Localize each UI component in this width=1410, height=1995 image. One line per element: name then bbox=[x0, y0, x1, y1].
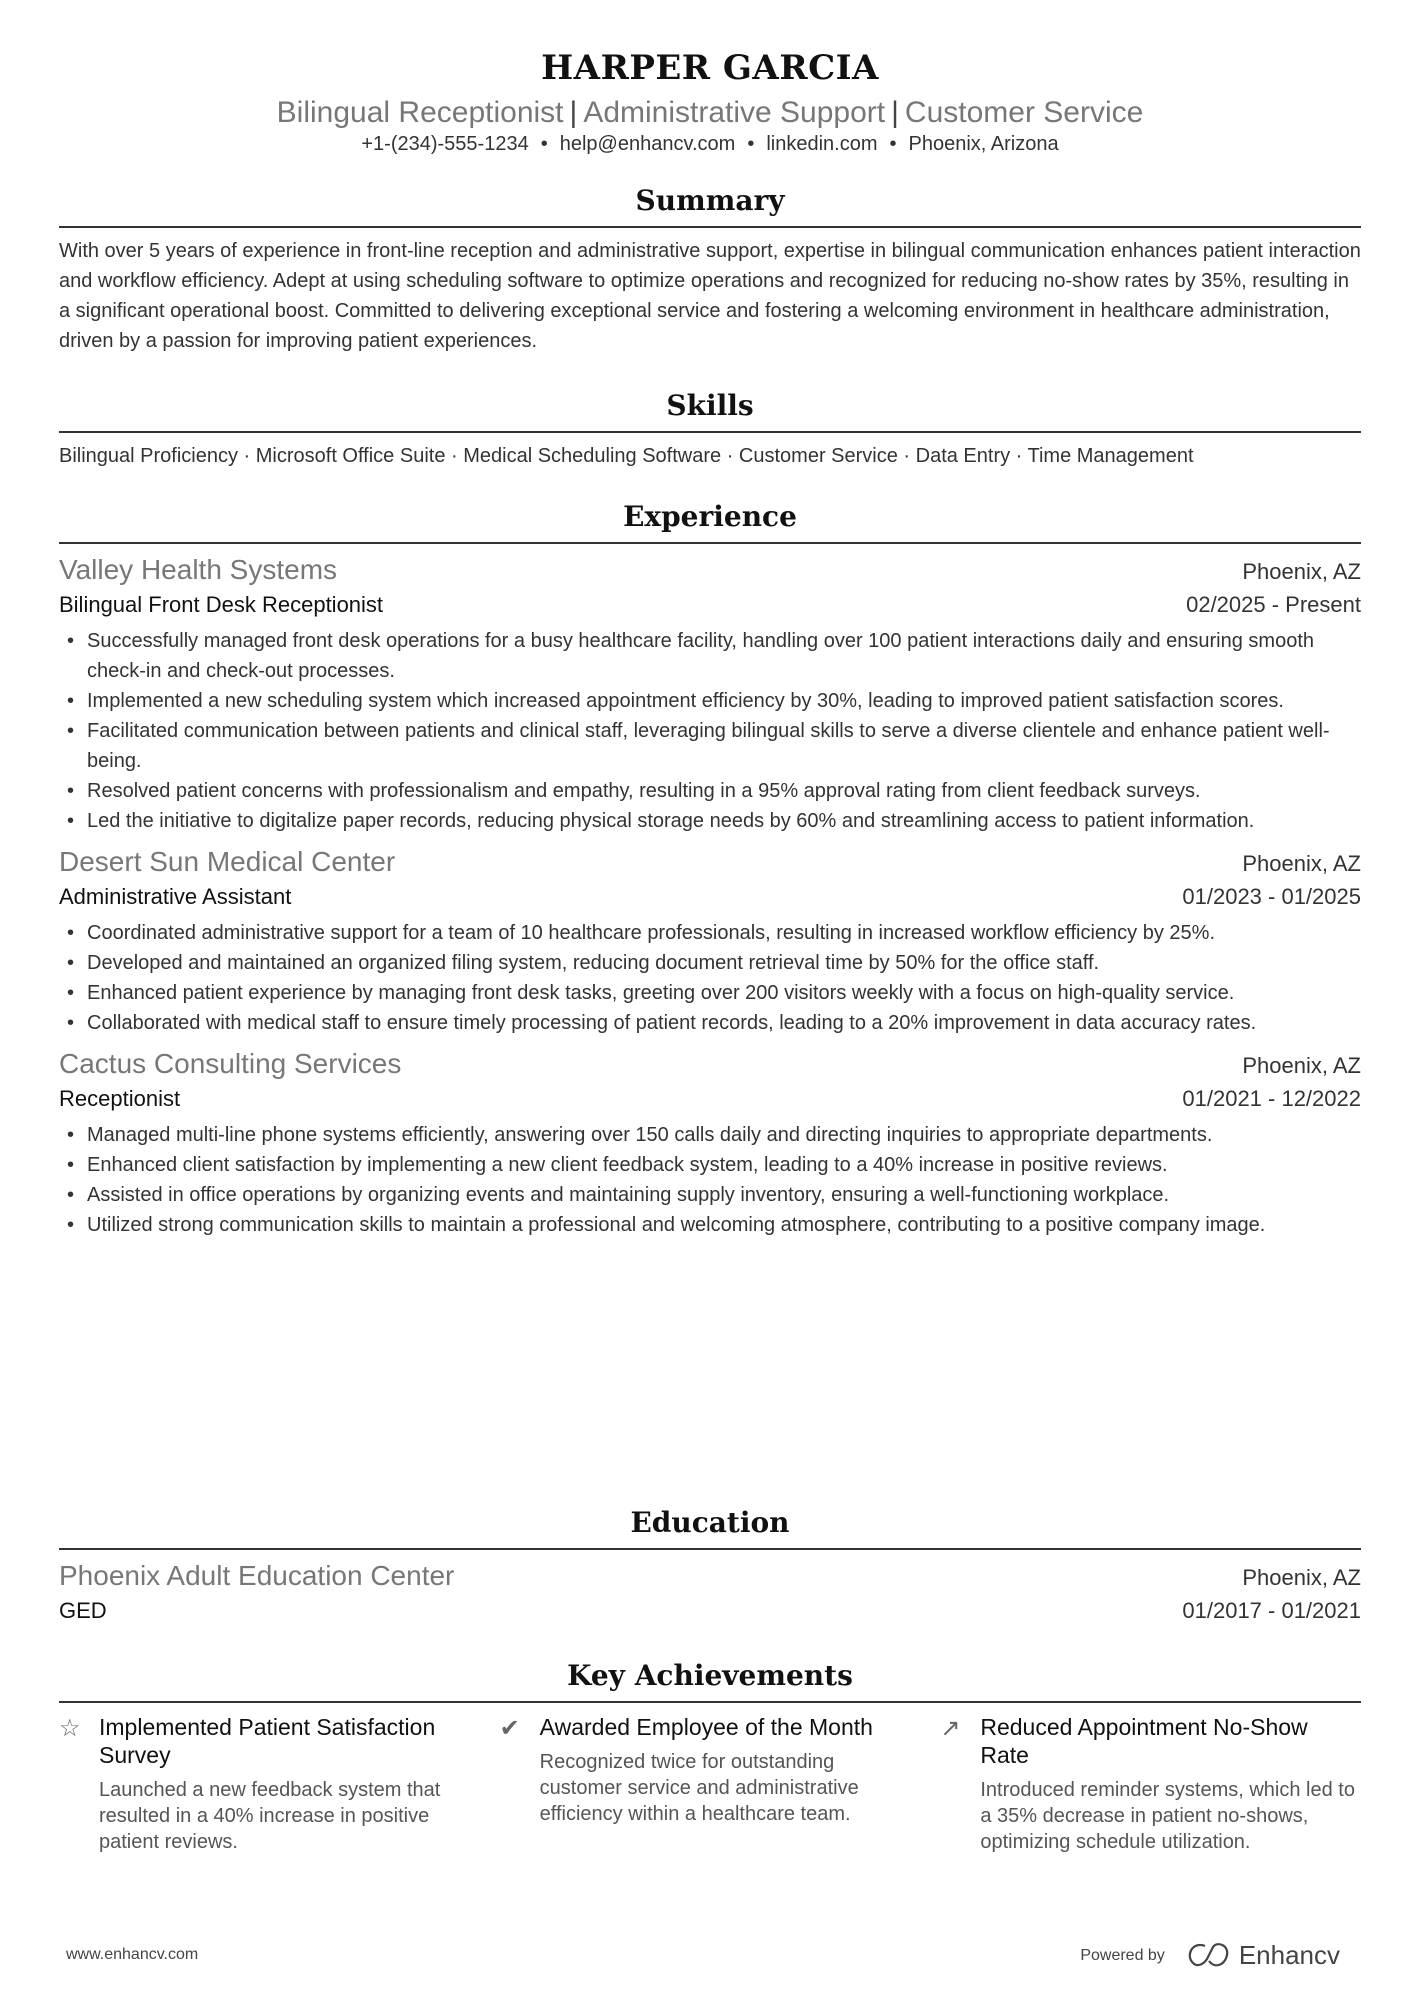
headline-separator: | bbox=[891, 96, 899, 129]
headline-title: Administrative Support bbox=[583, 96, 886, 129]
website-link[interactable]: www.enhancv.com bbox=[66, 1946, 199, 1963]
separator-dot: • bbox=[889, 133, 897, 155]
enhancv-logo[interactable] bbox=[1187, 1940, 1340, 1971]
divider bbox=[59, 1701, 1361, 1703]
job-bullets bbox=[59, 1120, 1361, 1240]
email-link[interactable]: help@enhancv.com bbox=[559, 133, 736, 155]
school-location: Phoenix, AZ bbox=[1242, 1565, 1361, 1590]
company-name: Desert Sun Medical Center bbox=[59, 846, 396, 877]
school-name: Phoenix Adult Education Center bbox=[59, 1560, 455, 1591]
section-heading: Summary bbox=[635, 184, 785, 217]
list-item: • Successfully managed front desk operations for a busy healthcare facility, handling over 100 patient interactions daily and ensuring smooth check-in and check-out processes. bbox=[59, 626, 1361, 686]
trend-icon: ↗ bbox=[940, 1715, 961, 1742]
phone[interactable]: +1-(234)-555-1234 bbox=[361, 133, 529, 155]
list-item: • Utilized strong communication skills to maintain a professional and welcoming atmosphere, contributing to a positive company image. bbox=[59, 1210, 1361, 1240]
achievement-item bbox=[500, 1713, 941, 1855]
section-heading: Skills bbox=[666, 389, 754, 422]
skills-section bbox=[59, 389, 1361, 471]
job-entry bbox=[59, 844, 1361, 1038]
summary-section bbox=[59, 184, 1361, 356]
list-item: • Developed and maintained an organized filing system, reducing document retrieval time by 50% for the office staff. bbox=[59, 948, 1361, 978]
list-item: • Collaborated with medical staff to ensure timely processing of patient records, leading to a 20% improvement in data accuracy rates. bbox=[59, 1008, 1361, 1038]
achievement-description: Introduced reminder systems, which led to a 35% decrease in patient no-shows, optimizing schedule utilization. bbox=[980, 1779, 1355, 1853]
achievement-title: Reduced Appointment No-Show Rate bbox=[980, 1714, 1308, 1768]
achievement-description: Recognized twice for outstanding customer service and administrative efficiency within a healthcare team. bbox=[539, 1751, 859, 1825]
experience-section bbox=[59, 500, 1361, 1248]
achievements-section bbox=[59, 1659, 1361, 1855]
list-item: • Implemented a new scheduling system which increased appointment efficiency by 30%, leading to improved patient satisfaction scores. bbox=[59, 686, 1361, 716]
job-location: Phoenix, AZ bbox=[1242, 1053, 1361, 1078]
divider bbox=[59, 431, 1361, 433]
divider bbox=[59, 1548, 1361, 1550]
education-dates: 01/2017 - 01/2021 bbox=[1182, 1598, 1361, 1623]
list-item: • Managed multi-line phone systems efficiently, answering over 150 calls daily and directing inquiries to appropriate departments. bbox=[59, 1120, 1361, 1150]
degree: GED bbox=[59, 1598, 107, 1623]
star-icon: ☆ bbox=[59, 1715, 81, 1742]
list-item: • Enhanced client satisfaction by implementing a new client feedback system, leading to a 40% increase in positive reviews. bbox=[59, 1150, 1361, 1180]
job-bullets bbox=[59, 626, 1361, 836]
job-entry bbox=[59, 552, 1361, 836]
headline-separator: | bbox=[569, 96, 578, 129]
headline-title: Customer Service bbox=[904, 96, 1144, 129]
job-dates: 02/2025 - Present bbox=[1186, 592, 1361, 617]
candidate-name: HARPER GARCIA bbox=[541, 48, 879, 88]
achievement-description: Launched a new feedback system that resulted in a 40% increase in positive patient reviews. bbox=[99, 1779, 441, 1853]
job-title: Bilingual Front Desk Receptionist bbox=[59, 592, 384, 617]
location: Phoenix, Arizona bbox=[908, 133, 1059, 155]
list-item: • Resolved patient concerns with professionalism and empathy, resulting in a 95% approval rating from client feedback surveys. bbox=[59, 776, 1361, 806]
divider bbox=[59, 542, 1361, 544]
section-heading: Key Achievements bbox=[567, 1659, 853, 1692]
section-heading: Education bbox=[630, 1506, 790, 1539]
job-bullets bbox=[59, 918, 1361, 1038]
separator-dot: • bbox=[540, 133, 548, 155]
job-location: Phoenix, AZ bbox=[1242, 851, 1361, 876]
divider bbox=[59, 226, 1361, 228]
achievement-item bbox=[59, 1713, 500, 1855]
powered-by bbox=[1080, 1940, 1340, 1971]
job-title: Receptionist bbox=[59, 1086, 181, 1111]
separator-dot: • bbox=[747, 133, 755, 155]
achievement-item bbox=[940, 1713, 1361, 1855]
skills-list: Bilingual Proficiency · Microsoft Office Suite · Medical Scheduling Software · Customer Service · Data Entry · Time Management bbox=[59, 445, 1194, 467]
company-name: Valley Health Systems bbox=[59, 554, 338, 585]
check-icon: ✔ bbox=[499, 1715, 520, 1742]
linkedin-link[interactable]: linkedin.com bbox=[766, 133, 878, 155]
headline bbox=[59, 96, 1361, 130]
list-item: • Enhanced patient experience by managing front desk tasks, greeting over 200 visitors weekly with a focus on high-quality service. bbox=[59, 978, 1361, 1008]
achievement-title: Implemented Patient Satisfaction Survey bbox=[99, 1714, 436, 1768]
summary-text: With over 5 years of experience in front-line reception and administrative support, expertise in bilingual communication enhances patient interaction and workflow efficiency. Adept at using scheduling software to optimize operations and recognized for reducing no-show rates by 35%, resulting in a significant operational boost. Committed to delivering exceptional service and fostering a welcoming environment in healthcare administration, driven by a passion for improving patient experiences. bbox=[59, 240, 1361, 352]
achievement-title: Awarded Employee of the Month bbox=[539, 1714, 873, 1740]
powered-by-label: Powered by bbox=[1080, 1946, 1165, 1964]
headline-title: Bilingual Receptionist bbox=[276, 96, 564, 129]
job-dates: 01/2023 - 01/2025 bbox=[1182, 884, 1361, 909]
company-name: Cactus Consulting Services bbox=[59, 1048, 402, 1079]
job-entry bbox=[59, 1046, 1361, 1240]
job-location: Phoenix, AZ bbox=[1242, 559, 1361, 584]
job-dates: 01/2021 - 12/2022 bbox=[1182, 1086, 1361, 1111]
job-title: Administrative Assistant bbox=[59, 884, 292, 909]
brand-name: Enhancv bbox=[1238, 1940, 1340, 1970]
education-section bbox=[59, 1506, 1361, 1628]
list-item: • Assisted in office operations by organizing events and maintaining supply inventory, ensuring a well-functioning workplace. bbox=[59, 1180, 1361, 1210]
list-item: • Led the initiative to digitalize paper records, reducing physical storage needs by 60% and streamlining access to patient information. bbox=[59, 806, 1361, 836]
section-heading: Experience bbox=[623, 500, 797, 533]
contact-info bbox=[59, 133, 1361, 156]
list-item: • Facilitated communication between patients and clinical staff, leveraging bilingual skills to serve a diverse clientele and enhance patient well-being. bbox=[59, 716, 1361, 776]
enhancv-logo-icon bbox=[1187, 1943, 1231, 1969]
list-item: • Coordinated administrative support for a team of 10 healthcare professionals, resulting in increased workflow efficiency by 25%. bbox=[59, 918, 1361, 948]
